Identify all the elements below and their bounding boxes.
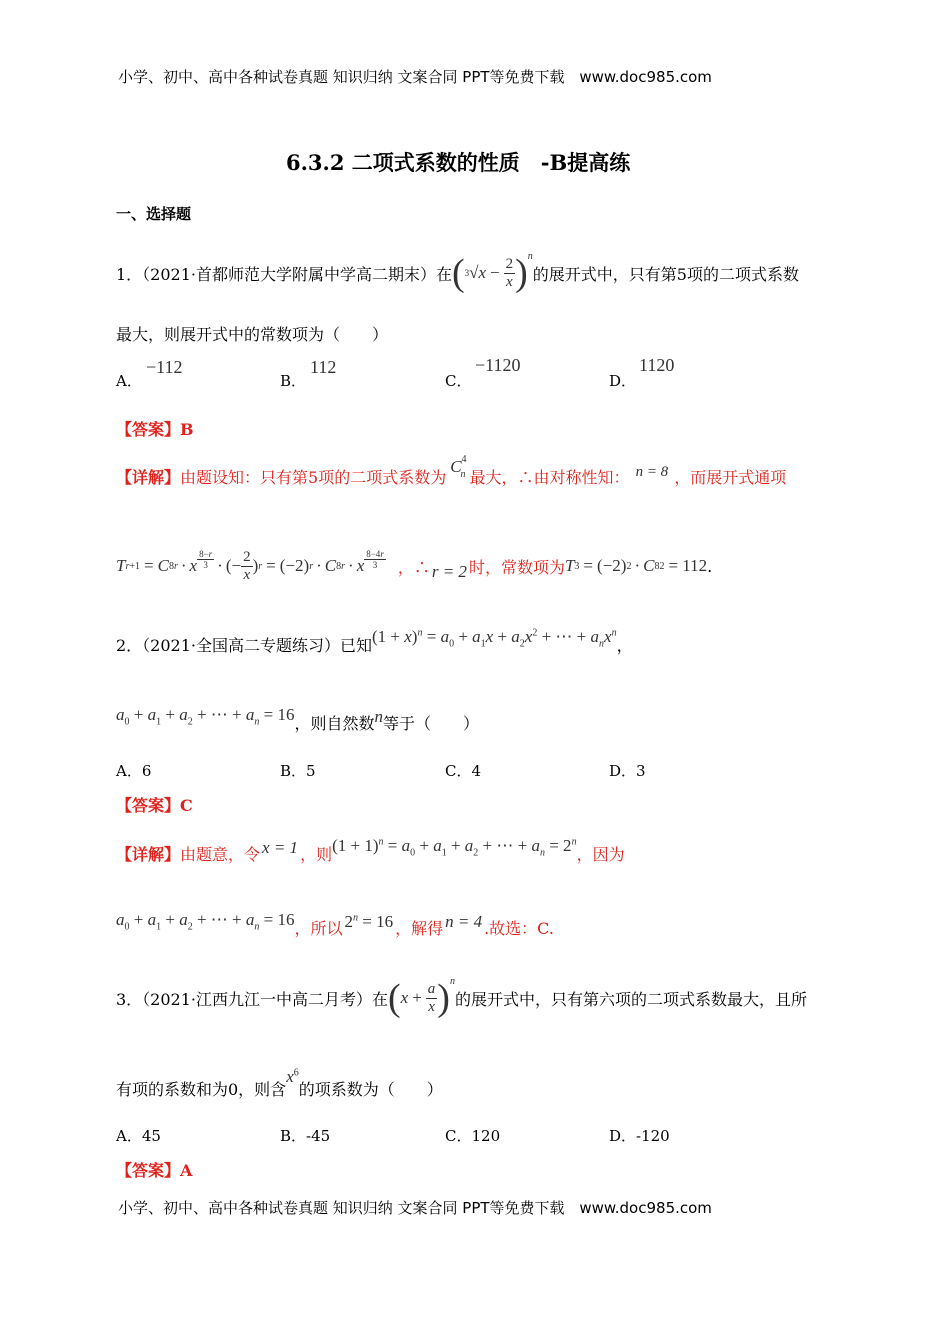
question-3-line1: 3．（2021·江西九江一中高二月考）在 ( x + $\frac{a}{x}$ ) n 的展开式中，只有第六项的二项式系数最大，且所	[116, 976, 807, 1019]
q1-detail-line2: T r+1 = C 8 r · x $\frac{8-r}{3}$ · (− $\frac{2}{x}$ ) r = (−2) r · C 8 r · x $\frac{8-4r}{3}$ ，∴ r = 2 时，常数项为 T 3 = (−2) 2 · C 8 2 = 112 .	[116, 548, 713, 583]
q1-option-c-value: −1120	[475, 355, 521, 375]
q1-general-term: T r+1 = C 8 r · x $\frac{8-r}{3}$ · (− $\frac{2}{x}$ ) r = (−2) r · C 8 r · x $\frac{8-4r}{3}$	[116, 548, 384, 583]
q2-line2: $a_0 + a_1 + a_2$ + ⋯ + $a_n = 16$ ，则自然数 n 等于（ ）	[116, 705, 479, 733]
q1-option-a-value: −112	[146, 357, 183, 377]
q2-detail-line2: $a_0 + a_1 + a_2$ + ⋯ + $a_n = 16$ ，所以 2$^n$ = 16 ，解得 n = 4 .故选：C.	[116, 910, 554, 938]
page-footer	[118, 1197, 712, 1218]
header-url: www.doc985.com	[579, 68, 712, 86]
page-header	[118, 66, 712, 87]
q2-option-d[interactable]: D．3	[609, 762, 646, 780]
q2-option-a[interactable]: A．6	[116, 762, 152, 780]
question-2-line1: 2．（2021·全国高二专题练习）已知 $(1 + x)^n = a_0 + a_1x + a_2x^2$ + ⋯ + $a_nx^n$ ，	[116, 627, 633, 655]
q3-expression: ( x + $\frac{a}{x}$ ) n	[388, 976, 455, 1019]
q1-detail-line1: 【详解】 由题设知：只有第5项的二项式系数为 $C^4_n$ 最大，∴由对称性知： n = 8 ，而展开式通项	[116, 453, 787, 487]
q3-option-d[interactable]: D．-120	[609, 1127, 670, 1145]
header-text: 小学、初中、高中各种试卷真题 知识归纳 文案合同 PPT等免费下载	[118, 68, 565, 86]
page-title: 6.3.2 二项式系数的性质 -B提高练	[286, 150, 631, 175]
q2-detail-line1: 【详解】 由题意，令 x = 1 ，则 $(1 + 1)^n = a_0 + a_1 + a_2$ + ⋯ + $a_n = 2^n$ ，因为	[116, 836, 625, 864]
footer-text: 小学、初中、高中各种试卷真题 知识归纳 文案合同 PPT等免费下载	[118, 1199, 565, 1217]
q3-line2: 有项的系数和为0，则含 $x^6$ 的项系数为（ ）	[116, 1066, 443, 1099]
q1-option-c[interactable]: C．	[445, 372, 472, 390]
q1-answer: 【答案】B	[116, 420, 194, 439]
section-heading: 一、选择题	[116, 205, 192, 223]
q2-option-b[interactable]: B．5	[280, 762, 316, 780]
q3-answer: 【答案】A	[116, 1161, 193, 1180]
q1-option-d-value: 1120	[639, 355, 675, 375]
footer-url: www.doc985.com	[579, 1199, 712, 1217]
q1-source: 1．（2021·首都师范大学附属中学高二期末）在	[116, 264, 452, 284]
q1-line2: 最大，则展开式中的常数项为（ ）	[116, 325, 389, 344]
q3-option-c[interactable]: C．120	[445, 1127, 501, 1145]
q3-option-a[interactable]: A．45	[116, 1127, 161, 1145]
q3-option-b[interactable]: B．-45	[280, 1127, 331, 1145]
q1-option-d[interactable]: D．	[609, 372, 637, 390]
q2-option-c[interactable]: C．4	[445, 762, 482, 780]
q2-answer: 【答案】C	[116, 796, 193, 815]
q1-option-b-value: 112	[310, 357, 337, 377]
q1-option-a[interactable]: A．	[116, 372, 142, 390]
q1-option-b[interactable]: B．	[280, 372, 307, 390]
q1-text-after: 的展开式中，只有第5项的二项式系数	[532, 264, 799, 284]
question-1-line1	[116, 243, 799, 303]
q1-expression: ( 3 √x − $\frac{2}{x}$ ) n	[452, 251, 533, 294]
